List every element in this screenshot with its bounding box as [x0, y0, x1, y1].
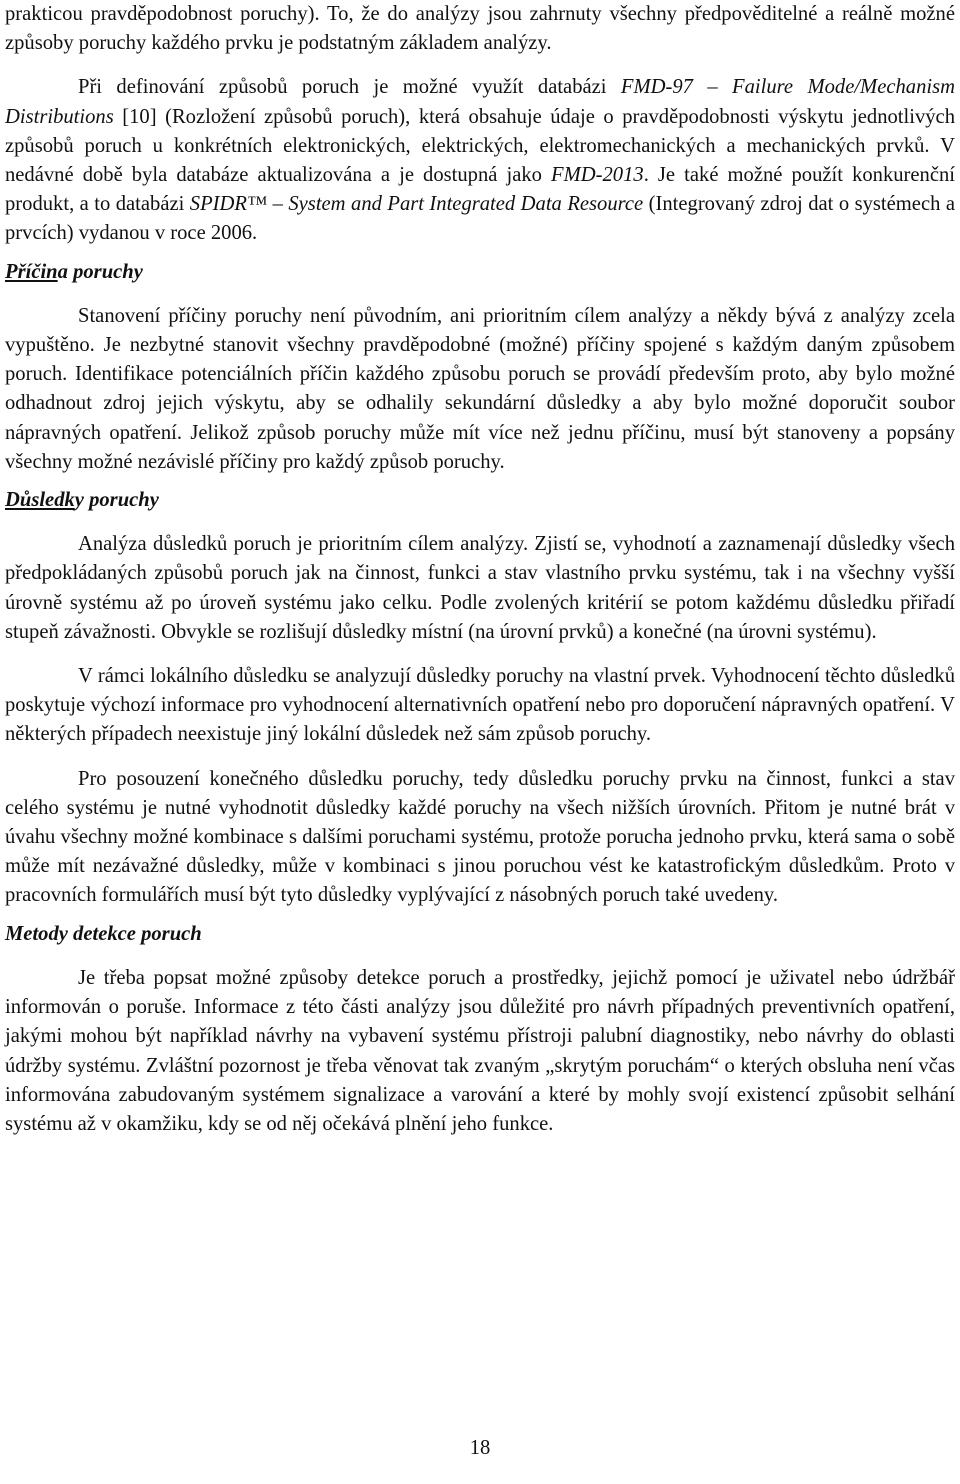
paragraph-effects-2: V rámci lokálního důsledku se analyzují důsledky poruchy na vlastní prvek. Vyhodnocení těchto důsledků poskytuje výchozí informace pro vyhodnocení alternativních opatření nebo pro doporučení nápravných opatření. V některých případech neexistuje jiný lokální důsledek než sám způsob poruchy.	[5, 665, 955, 746]
databases-text-4: (Integrovaný zdroj dat o systémech a prvcích) vydanou v roce 2006.	[5, 193, 955, 245]
paragraph-cause: Stanovení příčiny poruchy není původním, ani prioritním cílem analýzy a někdy bývá z analýzy zcela vypuštěno. Je nezbytné stanovit všechny pravděpodobné (možné) příčiny spojené s každým daným způsobem poruch. Identifikace potenciálních příčin každého způsobu poruch se provádí především proto, aby bylo možné odhadnout zdroj jejich výskytu, aby se odhalily sekundární důsledky a aby bylo možné doporučit soubor nápravných opatření. Jelikož způsob poruchy může mít více než jednu příčinu, musí být stanoveny a popsány všechny možné nezávislé příčiny pro každý způsob poruchy.	[5, 304, 955, 473]
paragraph-databases	[5, 73, 955, 248]
heading-effects	[5, 486, 955, 515]
heading-cause-underlined: Příčin	[5, 260, 58, 283]
heading-detection: Metody detekce poruch	[5, 922, 202, 945]
databases-spidr-title: SPIDR™ – System and Part Integrated Data Resource	[189, 193, 644, 216]
databases-text-3: . Je také možné použít konkurenční produkt, a to databázi	[5, 164, 956, 216]
document-page	[5, 0, 955, 1139]
databases-text-1: Při definování způsobů poruch je možné využít databázi	[78, 76, 621, 99]
heading-effects-rest: y poruchy	[74, 489, 159, 512]
page-number: 18	[469, 1437, 491, 1459]
paragraph-effects-1: Analýza důsledků poruch je prioritním cílem analýzy. Zjistí se, vyhodnotí a zaznamenají důsledky všech předpokládaných způsobů poruch jak na činnost, funkci a stav vlastního prvku systému, tak i na všechny vyšší úrovně systému až po úroveň systému jako celku. Podle zvolených kritérií se potom každému důsledku přiřadí stupeň závažnosti. Obvykle se rozlišují důsledky místní (na úrovní prvků) a konečné (na úrovni systému).	[5, 533, 955, 643]
paragraph-detection: Je třeba popsat možné způsoby detekce poruch a prostředky, jejichž pomocí je uživatel nebo údržbář informován o poruše. Informace z této části analýzy jsou důležité pro návrh případných preventivních opatření, jakými mohou být například návrhy na vybavení systému přístroji palubní diagnostiky, nebo návrhy do oblasti údržby systému. Zvláštní pozornost je třeba věnovat tak zvaným „skrytým poruchám“ o kterých obsluha není včas informována zabudovaným systémem signalizace a varování a které by mohly svojí existencí způsobit selhání systému až v okamžiku, kdy se od něj očekává plnění jeho funkce.	[5, 966, 955, 1135]
heading-cause-rest: a poruchy	[57, 260, 143, 283]
heading-effects-underlined: Důsledk	[5, 489, 75, 512]
heading-cause	[5, 258, 955, 287]
paragraph-effects-3: Pro posouzení konečného důsledku poruchy, tedy důsledku poruchy prvku na činnost, funkci a stav celého systému je nutné vyhodnotit důsledky každé poruchy na všech nižších úrovních. Přitom je nutné brát v úvahu všechny možné kombinace s dalšími poruchami systému, protože porucha jednoho prvku, která sama o sobě může mít nezávažné důsledky, může v kombinaci s jinou poruchou vést ke katastrofickým důsledkům. Proto v pracovních formulářích musí být tyto důsledky vyplývající z násobných poruch také uvedeny.	[5, 767, 955, 907]
paragraph-intro-tail: prakticou pravděpodobnost poruchy). To, že do analýzy jsou zahrnuty všechny předpověditelné a reálně možné způsoby poruchy každého prvku je podstatným základem analýzy.	[5, 3, 955, 55]
databases-fmd97-title: FMD-97 – Failure Mode/Mechanism Distributions	[5, 76, 955, 128]
databases-text-2: [10] (Rozložení způsobů poruch), která obsahuje údaje o pravděpodobnosti výskytu jednotlivých způsobů poruch u konkrétních elektronických, elektrických, elektromechanických a mechanických prvků. V nedávné době byla databáze aktualizována a je dostupná jako	[5, 105, 955, 187]
databases-fmd2013: FMD-2013	[551, 164, 644, 187]
